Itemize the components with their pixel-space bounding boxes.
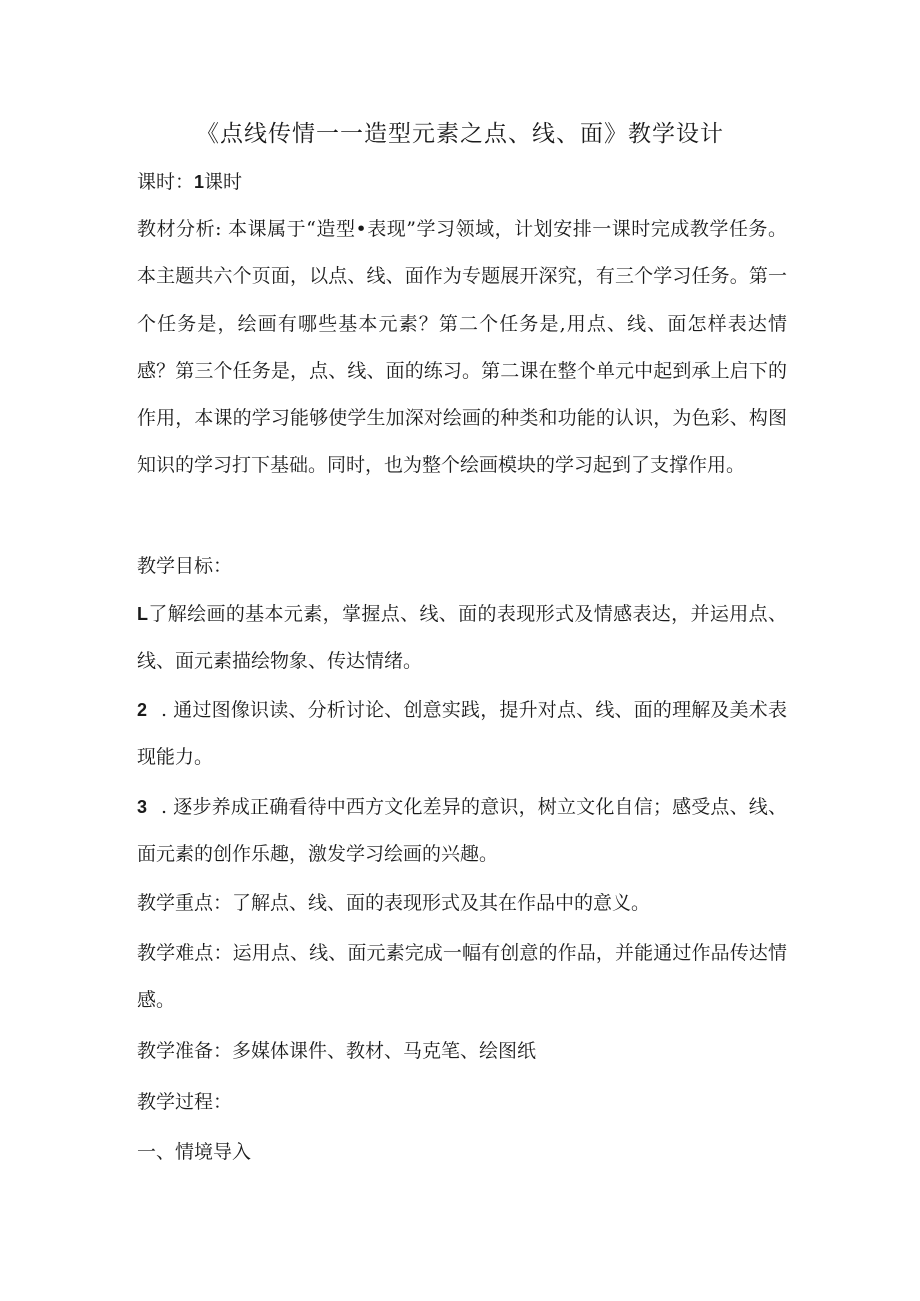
document-title: 《点线传情一一造型元素之点、线、面》教学设计 <box>196 121 724 147</box>
class-hours-line <box>137 159 787 206</box>
section-heading: 一、情境导入 <box>137 1141 252 1163</box>
difficulties-paragraph: 教学难点：运用点、线、面元素完成一幅有创意的作品，并能通过作品传达情感。 <box>137 942 787 1012</box>
process-heading: 教学过程： <box>137 1091 233 1113</box>
objective-text: . 逐步养成正确看待中西方文化差异的意识，树立文化自信；感受点、线、面元素的创作乐趣，激发学习绘画的兴趣。 <box>137 796 787 866</box>
class-hours-label: 课时： <box>137 171 195 193</box>
objective-item <box>137 687 787 782</box>
preparation-line: 教学准备：多媒体课件、教材、马克笔、绘图纸 <box>137 1040 537 1062</box>
objective-marker: 3 <box>137 797 148 817</box>
objective-marker: 2 <box>137 700 148 720</box>
objectives-heading: 教学目标： <box>137 555 233 577</box>
objective-item <box>137 591 787 686</box>
key-points-line: 教学重点：了解点、线、面的表现形式及其在作品中的意义。 <box>137 892 651 914</box>
objective-text: 了解绘画的基本元素，掌握点、线、面的表现形式及情感表达，并运用点、线、面元素描绘物象、传达情绪。 <box>137 603 787 673</box>
objective-marker: L <box>137 604 148 624</box>
textbook-analysis-paragraph: 教材分析: 本课属于“造型•表现”学习领域，计划安排一课时完成教学任务。本主题共六个页面，以点、线、面作为专题展开深究，有三个学习任务。第一个任务是，绘画有哪些基本元素？第二个任务是,用点、线、面怎样表达情感？第三个任务是，点、线、面的练习。第二课在整个单元中起到承上启下的作用，本课的学习能够使学生加深对绘画的种类和功能的认识，为色彩、构图知识的学习打下基础。同时，也为整个绘画模块的学习起到了支撑作用。 <box>137 218 787 477</box>
objective-text: . 通过图像识读、分析讨论、创意实践，提升对点、线、面的理解及美术表现能力。 <box>137 699 787 769</box>
class-hours-unit: 课时 <box>204 171 243 193</box>
class-hours-value: 1 <box>194 172 205 192</box>
objective-item <box>137 784 787 879</box>
